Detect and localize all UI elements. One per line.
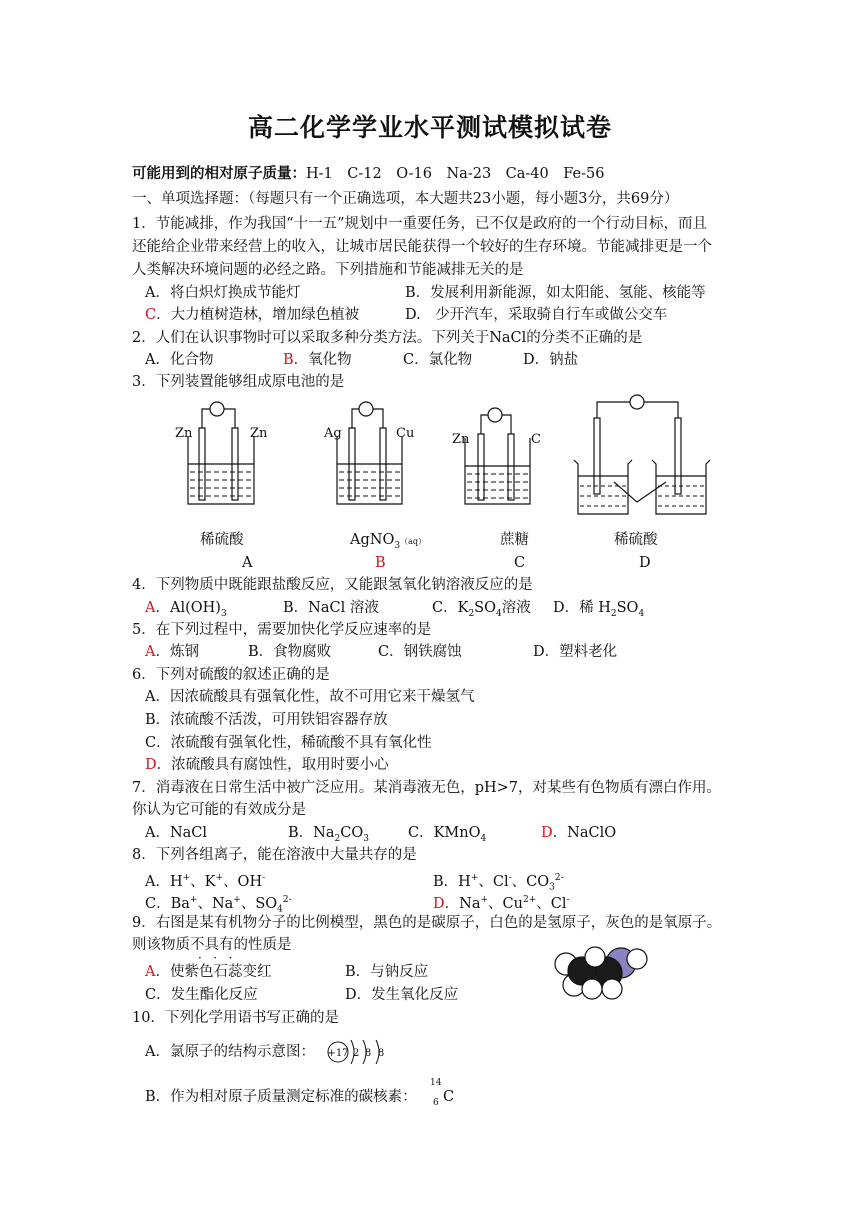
q4-option-a: A．$Al(OH)_3$ xyxy=(145,600,227,619)
cell-a-solution: 稀硫酸 xyxy=(200,532,244,548)
q6-option-d: D．浓硫酸具有腐蚀性，取用时要小心 xyxy=(145,757,389,773)
q10-option-b: B．作为相对原子质量测定标准的碳核素： xyxy=(145,1089,417,1105)
q5-answer-letter: A xyxy=(145,644,156,660)
q1-line2: 还能给企业带来经营上的收入，让城市居民能获得一个较好的生存环境。节能减排更是一个 xyxy=(132,239,712,255)
q10-stem: 10．下列化学用语书写正确的是 xyxy=(132,1010,339,1026)
q9-line2: 则该物质不具有的性质是 xyxy=(132,937,292,953)
cell-c-diagram xyxy=(458,398,548,508)
q8-stem: 8．下列各组离子，能在溶液中大量共存的是 xyxy=(132,847,417,863)
q7-option-d: D．NaClO xyxy=(541,825,617,841)
q4-option-d: D．稀 $H_2SO_4$ xyxy=(553,600,645,619)
q4-answer-letter: A xyxy=(145,600,156,616)
q8-option-d: D．Na+、$Cu^{2+}$、Cl- xyxy=(433,895,570,912)
q9-line1: 9．右图是某有机物分子的比例模型，黑色的是碳原子，白色的是氢原子，灰色的是氧原子。 xyxy=(132,915,722,931)
q7-option-c: C．KMnO$_4$ xyxy=(408,825,487,844)
q8-option-c: C．Ba+、Na+、$SO_4^{2-}$ xyxy=(145,895,292,915)
q6-option-a: A．因浓硫酸具有强氧化性，故不可用它来干燥氢气 xyxy=(145,689,475,705)
cell-b-diagram xyxy=(330,398,420,508)
q5-stem: 5．在下列过程中，需要加快化学反应速率的是 xyxy=(132,622,432,638)
q9-answer-letter: A xyxy=(145,964,156,980)
chlorine-nucleus-charge: +17 xyxy=(327,1048,349,1059)
cell-b-left-electrode: Ag xyxy=(324,426,342,441)
q9-option-d: D．发生氧化反应 xyxy=(345,987,459,1003)
cell-a-right-electrode: Zn xyxy=(250,426,268,441)
q1-option-a: A．将白炽灯换成节能灯 xyxy=(145,285,301,301)
cell-a-left-electrode: Zn xyxy=(175,426,193,441)
cell-d-diagram xyxy=(570,392,720,522)
q1-option-d: D. 少开汽车，采取骑自行车或做公交车 xyxy=(405,307,668,323)
cell-b-solution: AgNO$_3$（aq） xyxy=(350,532,426,551)
cell-c-right-electrode: C xyxy=(531,432,541,447)
q7-answer-letter: D xyxy=(541,825,553,841)
q5-option-a: A．炼钢 xyxy=(145,644,199,660)
carbon-symbol: C xyxy=(443,1089,455,1105)
cell-c-left-electrode: Zn xyxy=(452,432,470,447)
emphasis-dots: · · · xyxy=(198,951,233,965)
q3-stem: 3．下列装置能够组成原电池的是 xyxy=(132,374,345,390)
q6-option-c: C．浓硫酸有强氧化性，稀硫酸不具有氧化性 xyxy=(145,735,432,751)
q1-option-c: C．大力植树造林，增加绿色植被 xyxy=(145,307,360,323)
q4-option-c: C．$K_2SO_4$溶液 xyxy=(432,600,531,619)
atomic-mass-line xyxy=(132,164,604,184)
shell-1-count: 2 xyxy=(352,1048,360,1059)
q9-option-a: A．使紫色石蕊变红 xyxy=(145,964,272,980)
q8-answer-letter: D xyxy=(433,895,445,912)
shell-2-count: 8 xyxy=(364,1048,372,1059)
atomic-mass-label: 可能用到的相对原子质量： xyxy=(132,165,306,182)
q10-option-a: A．氯原子的结构示意图： xyxy=(145,1044,315,1060)
q5-option-b: B．食物腐败 xyxy=(248,644,332,660)
q7-line1: 7．消毒液在日常生活中被广泛应用。某消毒液无色，pH>7，对某些有色物质有漂白作用。 xyxy=(132,780,722,796)
q8-option-a: A．H+、K+、OH- xyxy=(145,873,266,890)
carbon-mass-number: 14 xyxy=(430,1078,442,1088)
q4-stem: 4．下列物质中既能跟盐酸反应，又能跟氢氧化钠溶液反应的是 xyxy=(132,577,533,593)
cell-d-solution: 稀硫酸 xyxy=(614,532,658,548)
q1-option-b: B．发展利用新能源，如太阳能、氢能、核能等 xyxy=(405,285,706,301)
molecule-model xyxy=(550,943,655,1003)
q5-option-d: D．塑料老化 xyxy=(533,644,618,660)
q2-answer-letter: B xyxy=(283,352,294,368)
cell-c-letter: C xyxy=(514,555,526,571)
carbon-atomic-number: 6 xyxy=(433,1098,439,1108)
q6-answer-letter: D xyxy=(145,757,157,773)
q2-option-b: B．氧化物 xyxy=(283,352,352,368)
q1-line3: 人类解决环境问题的必经之路。下列措施和节能减排无关的是 xyxy=(132,262,524,278)
q2-stem: 2．人们在认识事物时可以采取多种分类方法。下列关于NaCl的分类不正确的是 xyxy=(132,330,643,346)
chlorine-structure-diagram xyxy=(326,1036,390,1070)
section-header: 一、单项选择题：（每题只有一个正确选项，本大题共23小题，每小题3分，共69分） xyxy=(132,191,679,207)
q5-option-c: C．钢铁腐蚀 xyxy=(378,644,462,660)
cell-b-right-electrode: Cu xyxy=(396,426,415,441)
cell-b-letter: B xyxy=(375,555,386,571)
q9-option-b: B．与钠反应 xyxy=(345,964,429,980)
shell-3-count: 8 xyxy=(377,1048,385,1059)
page-title: 高二化学学业水平测试模拟试卷 xyxy=(247,113,612,142)
q2-option-a: A．化合物 xyxy=(145,352,214,368)
q7-option-a: A．NaCl xyxy=(145,825,208,841)
q8-option-b: B．H+、Cl-、$CO_3^{2-}$ xyxy=(433,873,564,893)
q7-option-b: B．$Na_2CO_3$ xyxy=(288,825,369,844)
q9-option-c: C．发生酯化反应 xyxy=(145,987,258,1003)
q6-stem: 6．下列对硫酸的叙述正确的是 xyxy=(132,667,330,683)
q4-option-b: B．NaCl 溶液 xyxy=(283,600,379,616)
q6-option-b: B．浓硫酸不活泼，可用铁铝容器存放 xyxy=(145,712,388,728)
cell-c-solution: 蔗糖 xyxy=(500,532,529,548)
cell-a-letter: A xyxy=(242,555,253,571)
q7-line2: 你认为它可能的有效成分是 xyxy=(132,802,306,818)
q1-line1: 1．节能减排，作为我国“十一五”规划中一重要任务，已不仅是政府的一个行动目标，而且 xyxy=(132,216,708,232)
cell-a-diagram xyxy=(180,398,270,508)
atomic-mass-values: H-1 C-12 O-16 Na-23 Ca-40 Fe-56 xyxy=(306,166,605,182)
q1-answer-letter: C xyxy=(145,307,157,323)
q2-option-d: D．钠盐 xyxy=(523,352,579,368)
q2-option-c: C．氯化物 xyxy=(403,352,473,368)
cell-d-letter: D xyxy=(639,555,651,571)
